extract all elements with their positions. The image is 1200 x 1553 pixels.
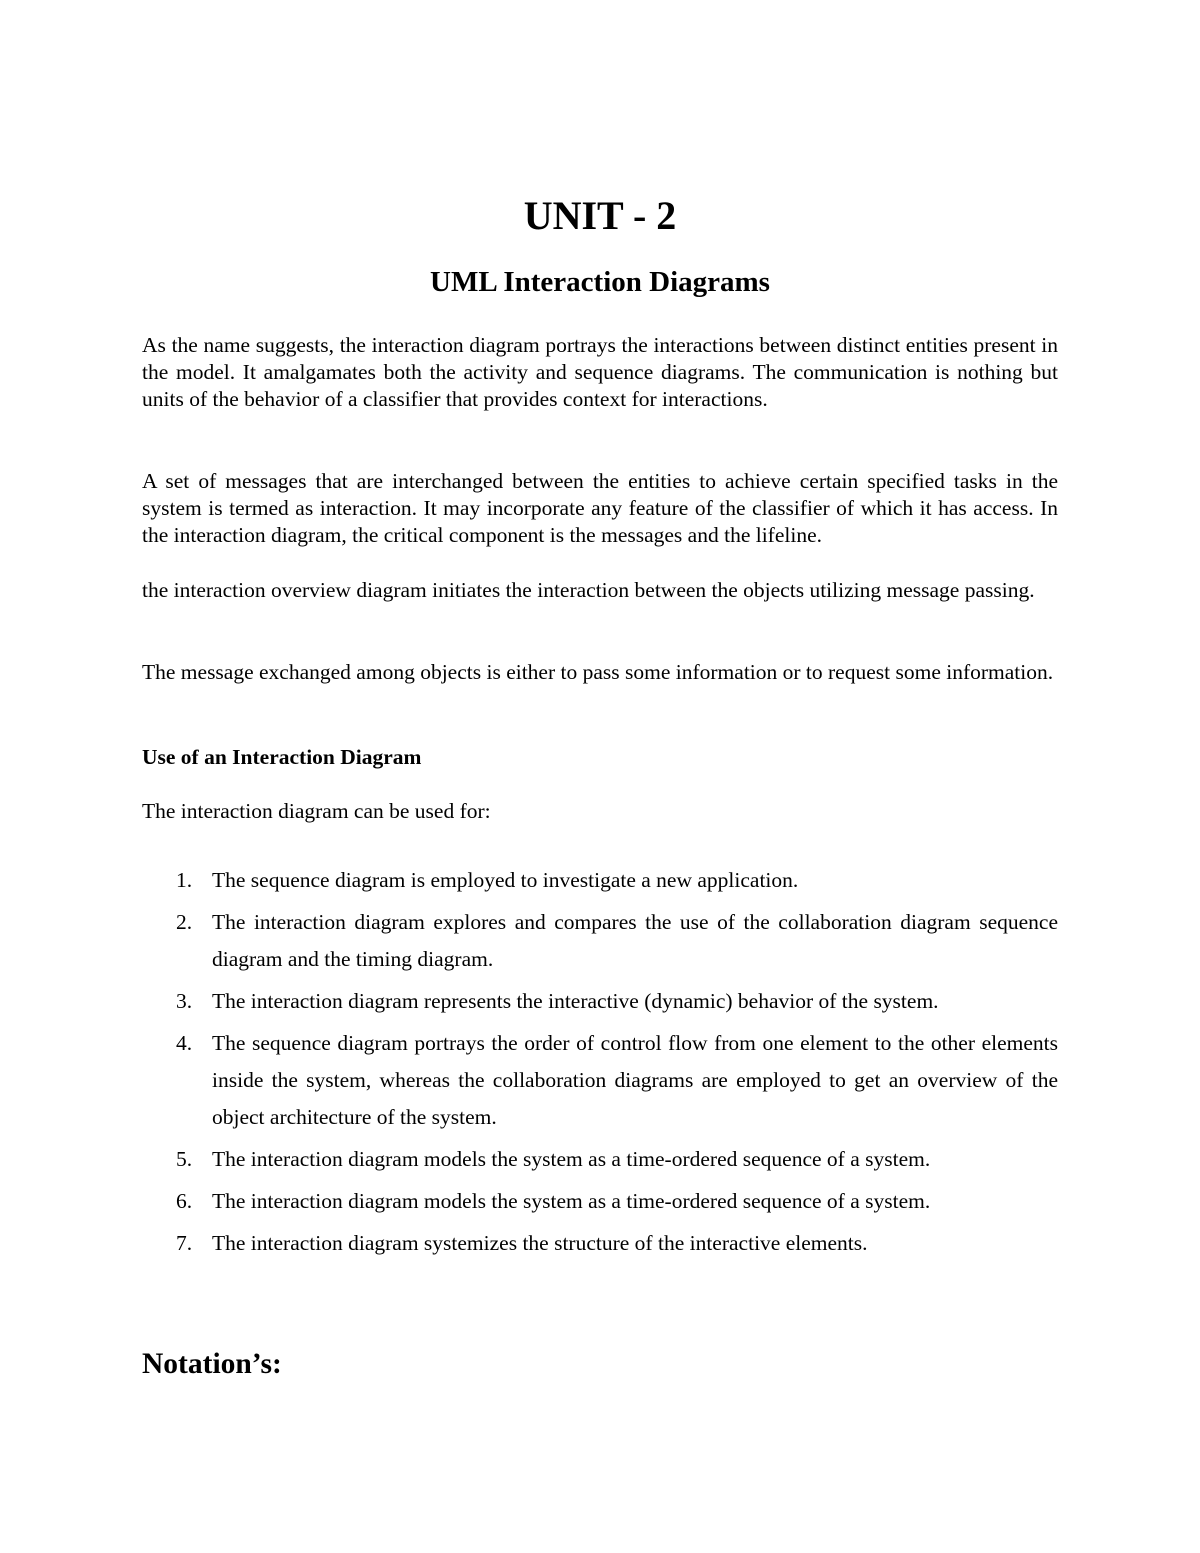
paragraph-intro: As the name suggests, the interaction diagram portrays the interactions between distinct entities present in the model. It amalgamates both the activity and sequence diagrams. The communication is nothing but units of the behavior of a classifier that provides context for interactions.: [142, 333, 1058, 411]
unit-title: UNIT - 2: [523, 193, 677, 238]
list-item-text: The interaction diagram systemizes the structure of the interactive elements.: [212, 1231, 868, 1255]
list-item-number: 6.: [176, 1189, 193, 1213]
list-item-text: The sequence diagram is employed to investigate a new application.: [212, 868, 799, 892]
list-item: [142, 862, 1058, 899]
document-subtitle: UML Interaction Diagrams: [430, 266, 770, 298]
list-item-number: 3.: [176, 989, 193, 1013]
list-item-number: 2.: [176, 910, 193, 934]
list-item-text: The interaction diagram models the system as a time-ordered sequence of a system.: [212, 1189, 931, 1213]
list-item: [142, 1141, 1058, 1178]
list-item: [142, 1225, 1058, 1262]
list-item-number: 7.: [176, 1231, 193, 1255]
list-item-text: The interaction diagram models the system as a time-ordered sequence of a system.: [212, 1147, 931, 1171]
use-intro-text: The interaction diagram can be used for:: [142, 799, 491, 823]
list-item: [142, 983, 1058, 1020]
list-item-number: 4.: [176, 1031, 193, 1055]
list-item-text: The sequence diagram portrays the order of control flow from one element to the other elements inside the system, whereas the collaboration diagrams are employed to get an overview of the object architecture of the system.: [212, 1031, 1058, 1129]
list-item-number: 1.: [176, 868, 193, 892]
use-section-heading: Use of an Interaction Diagram: [142, 745, 422, 769]
use-list: [142, 862, 1058, 1267]
paragraph-messages: A set of messages that are interchanged between the entities to achieve certain specified tasks in the system is termed as interaction. It may incorporate any feature of the classifier of which it has access. In the interaction diagram, the critical component is the messages and the lifeline.: [142, 469, 1058, 547]
list-item: [142, 1183, 1058, 1220]
list-item-number: 5.: [176, 1147, 193, 1171]
paragraph-message-exchange: The message exchanged among objects is either to pass some information or to request some information.: [142, 660, 1054, 684]
list-item-text: The interaction diagram represents the interactive (dynamic) behavior of the system.: [212, 989, 939, 1013]
list-item-text: The interaction diagram explores and compares the use of the collaboration diagram sequence diagram and the timing diagram.: [212, 910, 1058, 971]
list-item: [142, 904, 1058, 978]
notation-heading: Notation’s:: [142, 1348, 282, 1380]
list-item: [142, 1025, 1058, 1136]
paragraph-overview: the interaction overview diagram initiates the interaction between the objects utilizing message passing.: [142, 578, 1035, 602]
